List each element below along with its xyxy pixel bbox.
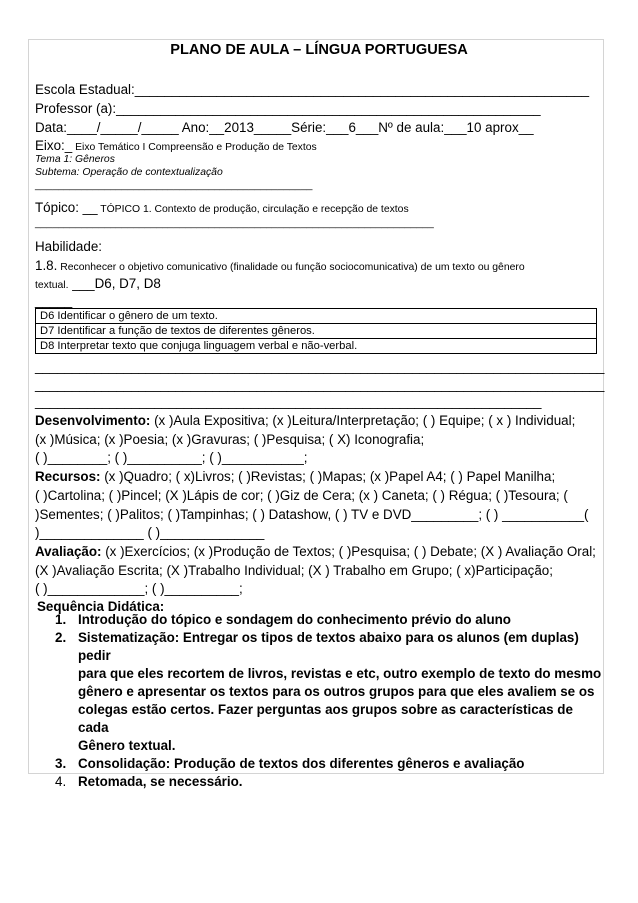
recursos-label: Recursos:: [35, 469, 101, 484]
list-text: colegas estão certos. Fazer perguntas aos grupos sobre as características de cada: [78, 702, 573, 735]
recursos-line-1: [35, 468, 555, 485]
page-title: PLANO DE AULA – LÍNGUA PORTUGUESA: [170, 42, 468, 58]
list-number: 3.: [55, 756, 67, 771]
desenvolvimento-line-1: [35, 412, 575, 429]
table-row: [36, 324, 597, 339]
descritores-table: [35, 308, 597, 354]
desenvolvimento-label: Desenvolvimento:: [35, 413, 151, 428]
desenvolvimento-line-2: (x )Música; (x )Poesia; (x )Gravuras; ( )Pesquisa; ( X) Iconografia;: [35, 432, 425, 447]
recursos-line-3: )Sementes; ( )Palitos; ( )Tampinhas; ( ) Datashow, ( ) TV e DVD_________; ( ) ___________(: [35, 507, 589, 522]
list-text: Introdução do tópico e sondagem do conhecimento prévio do aluno: [78, 612, 511, 627]
short-rule: _____: [35, 293, 73, 308]
desenvolvimento-options-1: (x )Aula Expositiva; (x )Leitura/Interpretação; ( ) Equipe; ( x ) Individual;: [150, 413, 576, 428]
eixo-value: Eixo Temático I Compreensão e Produção de Textos: [72, 142, 317, 153]
habilidade-text: Reconhecer o objetivo comunicativo (finalidade ou função sociocomunicativa) de um texto ou gênero: [57, 262, 525, 273]
recursos-line-4: )______________ ( )______________: [35, 525, 265, 540]
topico-value: TÓPICO 1. Contexto de produção, circulação e recepção de textos: [97, 204, 409, 215]
table-row: [36, 309, 597, 324]
habilidade-line: [35, 257, 525, 276]
long-rule-3: ____________________________________________________________________: [35, 394, 542, 409]
long-rule-2: _____________________________________________________________________________: [35, 377, 605, 392]
tema-line: Tema 1: Gêneros: [35, 154, 115, 165]
eixo-label: Eixo:_: [35, 138, 73, 153]
list-text: Sistematização: Entregar os tipos de textos abaixo para os alunos (em duplas) pedir: [78, 630, 579, 663]
habilidade-text-2: textual.: [35, 280, 69, 291]
avaliacao-options-1: (x )Exercícios; (x )Produção de Textos; ( )Pesquisa; ( ) Debate; (X ) Avaliação Oral;: [101, 544, 596, 559]
habilidade-label: Habilidade:: [35, 239, 102, 254]
avaliacao-line-1: [35, 543, 596, 560]
long-rule-1: _____________________________________________________________________________: [35, 359, 605, 374]
list-text: Retomada, se necessário.: [78, 774, 243, 789]
sequencia-label: Sequência Didática:: [37, 599, 165, 614]
subtema-line: Subtema: Operação de contextualização: [35, 167, 223, 178]
list-item: [35, 629, 605, 755]
desenvolvimento-line-3: ( )________; ( )__________; ( )___________;: [35, 450, 308, 465]
topico-label: Tópico: __: [35, 200, 98, 215]
descritor-cell: D8 Interpretar texto que conjuga linguagem verbal e não-verbal.: [36, 339, 597, 354]
avaliacao-line-3: ( )_____________; ( )__________;: [35, 581, 243, 596]
sequencia-list: [35, 611, 605, 791]
table-row: [36, 339, 597, 354]
avaliacao-label: Avaliação:: [35, 544, 102, 559]
list-item: [35, 755, 605, 773]
avaliacao-line-2: (X )Avaliação Escrita; (X )Trabalho Individual; (X ) Trabalho em Grupo; ( x)Participação;: [35, 563, 553, 578]
escola-line: Escola Estadual:_____________________________________________________________: [35, 82, 590, 97]
list-item: [35, 611, 605, 629]
data-line: Data:____/_____/_____ Ano:__2013_____Série:___6___Nº de aula:___10 aprox__: [35, 120, 534, 135]
topico-rule: _____________________________________________________________________: [35, 218, 434, 229]
list-text: Consolidação: Produção de textos dos diferentes gêneros e avaliação: [78, 756, 525, 771]
list-number: 1.: [55, 612, 67, 627]
list-number: 2.: [55, 630, 67, 645]
recursos-line-2: ( )Cartolina; ( )Pincel; (X )Lápis de cor; ( )Giz de Cera; (x ) Caneta; ( ) Régua; ( )Tesoura; (: [35, 488, 568, 503]
list-item: [35, 773, 605, 791]
descritor-cell: D7 Identificar a função de textos de diferentes gêneros.: [36, 324, 597, 339]
list-text: para que eles recortem de livros, revistas e etc, outro exemplo de texto do mesmo: [78, 666, 602, 681]
recursos-options-1: (x )Quadro; ( x)Livros; ( )Revistas; ( )Mapas; (x )Papel A4; ( ) Papel Manilha;: [100, 469, 556, 484]
list-text: gênero e apresentar os textos para os outros grupos para que eles avaliem se os: [78, 684, 595, 699]
list-text: Gênero textual.: [78, 738, 176, 753]
professor-line: Professor (a):_________________________________________________________: [35, 101, 541, 116]
descritor-cell: D6 Identificar o gênero de um texto.: [36, 309, 597, 324]
habilidade-code: 1.8.: [35, 258, 58, 273]
subtema-rule: ________________________________________________: [35, 180, 313, 191]
list-number: 4.: [55, 774, 67, 789]
descritores: ___D6, D7, D8: [68, 276, 161, 291]
